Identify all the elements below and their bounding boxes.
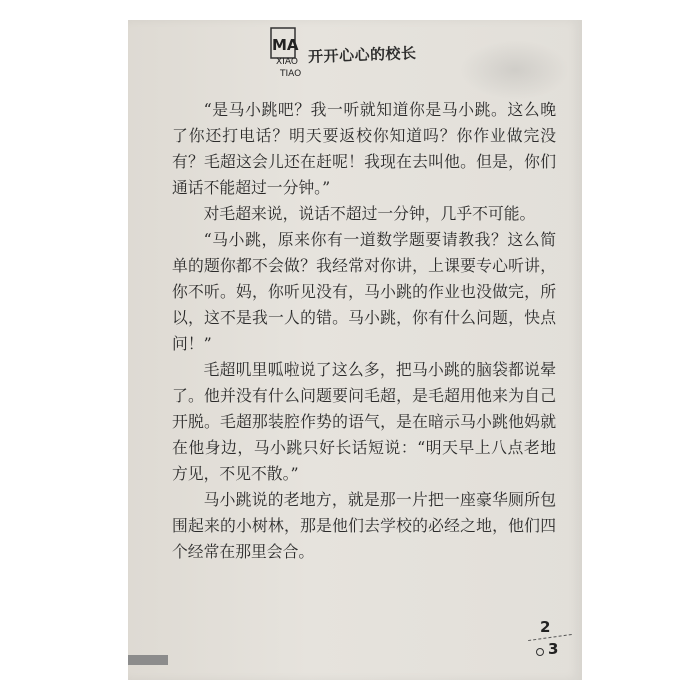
page-edge-shadow [128,655,168,665]
running-header [268,24,468,80]
paragraph: 毛超叽里呱啦说了这么多，把马小跳的脑袋都说晕了。他并没有什么问题要问毛超，是毛超用他来为自己开脱。毛超那装腔作势的语气，是在暗示马小跳他妈就在他身边，马小跳只好长话短说：“明天早上八点老地方见，不见不散。” [172,360,556,483]
ink-bleed [460,40,570,100]
paragraph: “是马小跳吧？我一听就知道你是马小跳。这么晚了你还打电话？明天要返校你知道吗？你作业做完没有？毛超这会儿还在赶呢！我现在去叫他。但是，你们通话不能超过一分钟。” [172,100,556,197]
page-number [526,618,576,668]
page-number-top: 2 [540,618,551,636]
body-text [172,97,556,565]
paragraph: “马小跳，原来你有一道数学题要请教我？这么简单的题你都不会做？我经常对你讲，上课要专心听讲，你不听。妈，你听见没有，马小跳的作业也没做完，所以，这不是我一人的错。马小跳，你有什么问题，快点问！” [172,230,556,353]
logo-text-xiao: XIAO [276,57,298,67]
header-title: 开开心心的校长 [307,44,417,66]
logo-text-tiao: TIAO [280,69,302,79]
paragraph: 马小跳说的老地方，就是那一片把一座豪华厕所包围起来的小树林，那是他们去学校的必经之地，他们四个经常在那里会合。 [172,490,556,561]
paragraph: 对毛超来说，说话不超过一分钟，几乎不可能。 [203,204,536,223]
logo-text-ma: MA [272,36,299,54]
page-number-bottom: 3 [548,640,559,658]
page-number-dot [536,648,544,656]
